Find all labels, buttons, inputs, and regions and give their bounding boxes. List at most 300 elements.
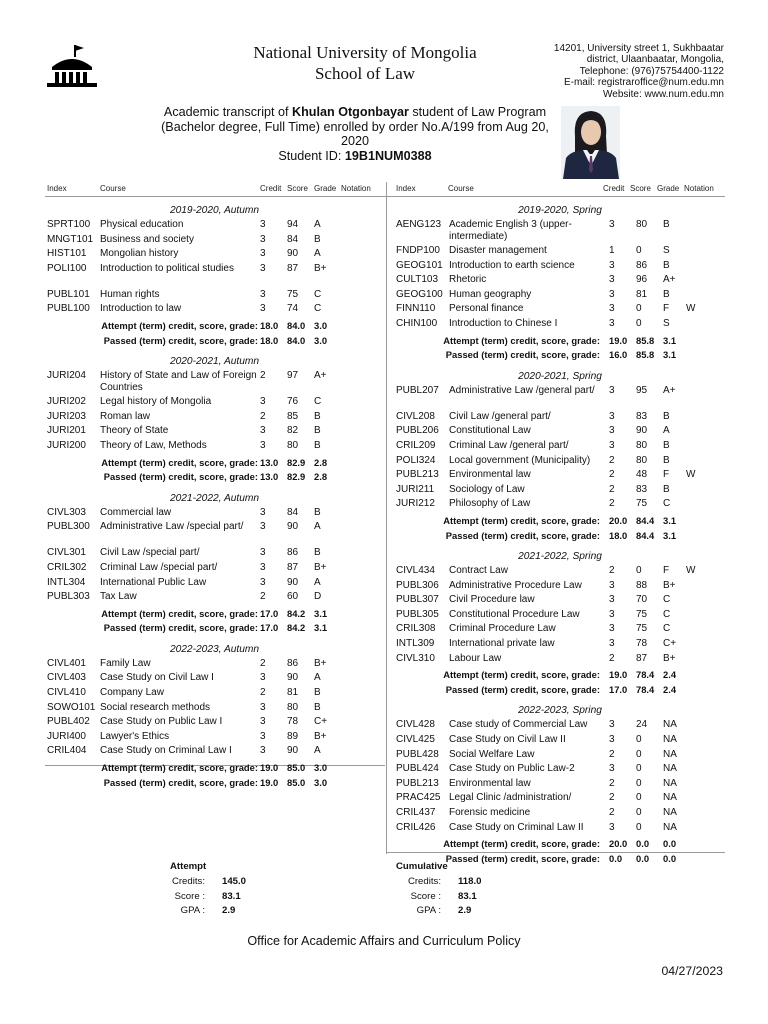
- semester-title: 2019-2020, Autumn: [169, 205, 260, 216]
- course-grade: B+: [663, 652, 676, 664]
- passed-score: 84.4: [636, 529, 655, 541]
- course-score: 86: [636, 259, 648, 271]
- course-credit: 2: [609, 483, 615, 495]
- course-row: [47, 716, 382, 731]
- course-index: PRAC425: [396, 792, 441, 804]
- course-index: CIVL303: [47, 506, 86, 518]
- course-name: Case Study on Civil Law II: [449, 734, 566, 746]
- course-score: 84: [287, 506, 299, 518]
- course-name: Administrative Procedure Law: [449, 579, 582, 591]
- course-row: [47, 547, 382, 562]
- course-credit: 3: [260, 716, 266, 728]
- course-index: INTL309: [396, 638, 435, 650]
- course-row: [47, 591, 382, 606]
- course-index: SPRT100: [47, 219, 91, 230]
- course-grade: B: [314, 439, 321, 451]
- course-credit: 2: [609, 777, 615, 789]
- attempt-title: Attempt: [170, 861, 207, 872]
- course-grade: A: [314, 745, 321, 757]
- course-credit: 3: [260, 425, 266, 437]
- course-name: Social research methods: [100, 701, 211, 713]
- course-row: [396, 303, 724, 318]
- course-credit: 3: [609, 594, 615, 606]
- course-row: [396, 734, 724, 749]
- course-score: 0: [636, 777, 642, 789]
- course-index: CHIN100: [396, 317, 438, 329]
- course-score: 0: [636, 748, 642, 760]
- course-grade: A: [314, 219, 321, 230]
- course-credit: 3: [260, 233, 266, 245]
- course-credit: 3: [609, 425, 615, 437]
- course-row: [47, 440, 382, 455]
- attempt-score: 85.8: [636, 334, 655, 346]
- course-credit: 3: [609, 274, 615, 286]
- course-score: 75: [636, 498, 648, 510]
- attempt-score: 84.0: [287, 319, 306, 331]
- course-index: INTL304: [47, 576, 86, 588]
- course-grade: B+: [314, 561, 327, 573]
- course-grade: C: [663, 498, 671, 510]
- course-credit: 2: [260, 591, 266, 603]
- attempt-score: 84.2: [287, 607, 306, 619]
- course-grade: A: [314, 672, 321, 684]
- left-header-score: Score: [287, 184, 308, 193]
- course-row: [396, 565, 724, 580]
- course-row: [396, 719, 724, 734]
- course-score: 80: [636, 439, 648, 451]
- course-score: 90: [287, 521, 299, 533]
- right-header-index: Index: [396, 184, 416, 193]
- course-row: [396, 289, 724, 304]
- left-header-grade: Grade: [314, 184, 337, 193]
- transcript-date: 04/27/2023: [661, 964, 723, 978]
- course-name: Case study of Commercial Law: [449, 719, 588, 731]
- semester-title: 2020-2021, Autumn: [169, 356, 260, 368]
- attempt-credit: 17.0: [260, 607, 279, 619]
- course-name: Human rights: [100, 288, 160, 300]
- course-grade: B: [314, 233, 321, 245]
- course-name: Roman law: [100, 410, 151, 422]
- course-row: [396, 609, 724, 624]
- course-score: 82: [287, 425, 299, 437]
- course-credit: 3: [609, 579, 615, 591]
- passed-score: 85.0: [287, 776, 306, 788]
- course-row: [47, 263, 382, 289]
- attempt-totals: Attempt Credits: 145.0 Score : 83.1 GPA : 2.9: [170, 861, 247, 917]
- course-name: Social Welfare Law: [449, 748, 535, 760]
- passed-grade: 3.1: [663, 349, 677, 361]
- course-credit: 3: [609, 439, 615, 451]
- attempt-score: 83.1: [222, 890, 241, 902]
- attempt-score: 84.4: [636, 514, 655, 526]
- passed-grade: 3.1: [314, 622, 328, 634]
- course-score: 88: [636, 579, 648, 591]
- passed-summary-label: Passed (term) credit, score, grade:: [445, 529, 600, 541]
- passed-summary-label: Passed (term) credit, score, grade:: [445, 683, 600, 695]
- course-name: Rhetoric: [449, 274, 487, 286]
- course-grade: B: [314, 687, 321, 699]
- course-row: [396, 484, 724, 499]
- course-grade: A: [663, 425, 670, 437]
- course-grade: S: [663, 245, 670, 256]
- course-name: Introduction to law: [100, 303, 182, 315]
- attempt-grade: 2.4: [663, 669, 677, 681]
- course-grade: F: [663, 303, 670, 315]
- course-index: PUBL402: [47, 716, 90, 728]
- course-name: Case Study on Criminal Law I: [100, 745, 232, 757]
- passed-credit: 16.0: [609, 349, 628, 361]
- course-credit: 3: [260, 396, 266, 408]
- passed-score: 84.0: [287, 334, 306, 346]
- course-grade: B+: [314, 262, 327, 274]
- passed-score: 84.2: [287, 622, 306, 634]
- address-block: [470, 43, 724, 100]
- course-index: CULT103: [396, 274, 439, 286]
- passed-score: 78.4: [636, 683, 655, 695]
- course-credit: 3: [260, 576, 266, 588]
- course-grade: NA: [663, 763, 677, 775]
- course-index: GEOG101: [396, 259, 443, 271]
- course-grade: C+: [663, 638, 677, 650]
- attempt-credit: 19.0: [609, 334, 628, 346]
- course-credit: 2: [260, 410, 266, 422]
- course-grade: S: [663, 317, 670, 329]
- passed-grade: 0.0: [663, 852, 677, 864]
- passed-credit: 17.0: [260, 622, 279, 634]
- course-name: Administrative Law /general part/: [449, 384, 595, 396]
- course-credit: 3: [260, 701, 266, 713]
- website: Website: www.num.edu.mn: [603, 88, 724, 100]
- course-name: Physical education: [100, 219, 184, 230]
- course-index: CIVL401: [47, 657, 86, 669]
- course-name: Introduction to earth science: [449, 259, 575, 271]
- passed-credit: 17.0: [609, 683, 628, 695]
- course-name: Criminal Law /general part/: [449, 439, 569, 451]
- course-credit: 3: [609, 219, 615, 230]
- passed-summary-label: Passed (term) credit, score, grade:: [445, 349, 600, 361]
- course-index: PUBL213: [396, 469, 439, 481]
- attempt-summary-label: Attempt (term) credit, score, grade:: [443, 334, 600, 346]
- course-grade: B+: [314, 730, 327, 742]
- course-score: 0: [636, 565, 642, 577]
- course-grade: A+: [663, 274, 676, 286]
- course-index: PUBL300: [47, 521, 90, 533]
- course-index: FNDP100: [396, 245, 440, 256]
- course-name: Legal history of Mongolia: [100, 396, 212, 408]
- course-index: JURI202: [47, 396, 86, 408]
- course-grade: C: [663, 608, 671, 620]
- passed-credit: 0.0: [609, 852, 623, 864]
- course-row: [47, 577, 382, 592]
- course-grade: A+: [663, 384, 676, 396]
- left-header-notation: Notation: [341, 184, 371, 193]
- course-credit: 2: [609, 748, 615, 760]
- course-name: Environmental law: [449, 469, 531, 481]
- course-index: HIST101: [47, 248, 87, 260]
- course-row: [396, 763, 724, 778]
- course-name: Civil Procedure law: [449, 594, 535, 606]
- course-grade: C: [663, 594, 671, 606]
- course-score: 78: [287, 716, 299, 728]
- course-notation: W: [686, 565, 696, 577]
- cumulative-gpa: 2.9: [458, 905, 472, 917]
- course-row: [47, 219, 382, 234]
- course-grade: NA: [663, 748, 677, 760]
- course-index: FINN110: [396, 303, 436, 315]
- attempt-grade: 0.0: [663, 838, 677, 850]
- course-score: 0: [636, 317, 642, 329]
- course-score: 0: [636, 821, 642, 833]
- attempt-summary-row: [396, 667, 724, 682]
- course-row: [396, 638, 724, 653]
- course-name: Legal Clinic /administration/: [449, 792, 572, 804]
- course-name: Theory of State: [100, 425, 169, 437]
- course-row: [396, 455, 724, 470]
- course-row: [47, 303, 382, 318]
- attempt-grade: 3.0: [314, 762, 328, 774]
- course-score: 81: [636, 288, 648, 300]
- cumulative-title: Cumulative: [396, 861, 448, 872]
- course-grade: B: [663, 454, 670, 466]
- course-name: Contract Law: [449, 565, 508, 577]
- course-credit: 3: [260, 262, 266, 274]
- course-index: JURI204: [47, 370, 86, 382]
- course-name: Administrative Law /special part/: [100, 521, 244, 533]
- course-credit: 3: [609, 638, 615, 650]
- course-index: AENG123: [396, 219, 442, 230]
- course-score: 80: [287, 701, 299, 713]
- semester-title: 2020-2021, Spring: [518, 370, 602, 382]
- course-credit: 3: [260, 521, 266, 533]
- course-grade: B: [314, 701, 321, 713]
- course-row: [47, 289, 382, 304]
- course-score: 70: [636, 594, 648, 606]
- course-score: 86: [287, 547, 299, 559]
- course-index: PUBL100: [47, 303, 90, 315]
- course-index: GEOG100: [396, 288, 443, 300]
- course-score: 90: [287, 576, 299, 588]
- course-index: CRIL302: [47, 561, 87, 573]
- course-credit: 3: [609, 623, 615, 635]
- course-score: 80: [636, 219, 648, 230]
- course-name: Case Study on Public Law-2: [449, 763, 575, 775]
- course-credit: 3: [609, 763, 615, 775]
- passed-summary-row: [47, 333, 382, 348]
- attempt-summary-label: Attempt (term) credit, score, grade:: [101, 456, 258, 468]
- passed-summary-row: [396, 347, 724, 362]
- course-score: 0: [636, 303, 642, 315]
- course-score: 90: [636, 425, 648, 437]
- course-index: CIVL434: [396, 565, 435, 577]
- course-index: CRIL426: [396, 821, 436, 833]
- course-credit: 2: [260, 657, 266, 669]
- passed-score: 0.0: [636, 852, 650, 864]
- course-row: [396, 498, 724, 513]
- course-name: History of State and Law of Foreign Countries: [100, 370, 257, 394]
- course-score: 0: [636, 792, 642, 804]
- course-credit: 3: [609, 259, 615, 271]
- course-score: 0: [636, 807, 642, 818]
- passed-summary-label: Passed (term) credit, score, grade:: [103, 776, 258, 788]
- course-row: [396, 318, 724, 333]
- passed-summary-label: Passed (term) credit, score, grade:: [445, 852, 600, 864]
- course-score: 94: [287, 219, 299, 230]
- course-credit: 3: [260, 547, 266, 559]
- course-row: [47, 731, 382, 746]
- course-index: PUBL206: [396, 425, 439, 437]
- course-index: CIVL428: [396, 719, 435, 731]
- office-name: Office for Academic Affairs and Curriculum Policy: [247, 934, 521, 948]
- course-name: Tax Law: [100, 591, 137, 603]
- school-name: School of Law: [314, 64, 416, 83]
- right-header-credit: Credit: [603, 184, 625, 193]
- right-header-grade: Grade: [657, 184, 680, 193]
- course-credit: 3: [260, 561, 266, 573]
- passed-summary-label: Passed (term) credit, score, grade:: [103, 471, 258, 483]
- course-row: [396, 274, 724, 289]
- course-name: Theory of Law, Methods: [100, 439, 207, 451]
- course-credit: 2: [260, 370, 266, 382]
- course-grade: B+: [314, 657, 327, 669]
- university-logo: [44, 43, 100, 89]
- attempt-grade: 2.8: [314, 456, 328, 468]
- course-credit: 3: [609, 734, 615, 746]
- course-grade: C: [663, 623, 671, 635]
- course-index: PUBL306: [396, 579, 439, 591]
- header-rule: [45, 196, 725, 197]
- course-name: Commercial law: [100, 506, 172, 518]
- course-name: Local government (Municipality): [449, 454, 591, 466]
- course-grade: F: [663, 469, 670, 481]
- course-index: SOWO101: [47, 701, 96, 713]
- course-credit: 3: [260, 672, 266, 684]
- right-header-score: Score: [630, 184, 651, 193]
- attempt-score: 82.9: [287, 456, 306, 468]
- course-credit: 3: [609, 317, 615, 329]
- course-score: 96: [636, 274, 648, 286]
- course-score: 74: [287, 303, 299, 315]
- course-name: Forensic medicine: [449, 807, 531, 818]
- course-grade: C: [314, 303, 322, 315]
- course-index: PUBL213: [396, 777, 439, 789]
- course-name: Human geography: [449, 288, 532, 300]
- course-grade: NA: [663, 821, 677, 833]
- attempt-credit: 18.0: [260, 319, 279, 331]
- course-index: PUBL303: [47, 591, 90, 603]
- course-score: 83: [636, 483, 648, 495]
- course-name: Mongolian history: [100, 248, 179, 260]
- course-score: 85: [287, 410, 299, 422]
- passed-summary-row: [47, 775, 382, 790]
- course-score: 90: [287, 745, 299, 757]
- passed-grade: 3.0: [314, 776, 328, 788]
- passed-credit: 13.0: [260, 471, 279, 483]
- course-score: 90: [287, 672, 299, 684]
- course-credit: 3: [609, 719, 615, 731]
- course-row: [47, 396, 382, 411]
- course-grade: B: [314, 410, 321, 422]
- attempt-summary-row: [396, 333, 724, 348]
- passed-grade: 2.8: [314, 471, 328, 483]
- attempt-credit: 19.0: [609, 669, 628, 681]
- course-row: [47, 745, 382, 760]
- course-name: Environmental law: [449, 777, 531, 789]
- course-grade: NA: [663, 777, 677, 789]
- transcript-intro: Academic transcript of Khulan Otgonbayar student of Law Program (Bachelor degree, Full Time) enrolled by order No.A/199 from Aug 20, 2020 Student ID: 19B1NUM0388: [161, 105, 549, 163]
- attempt-credit: 19.0: [260, 762, 279, 774]
- left-header-course: Course: [100, 184, 126, 193]
- course-credit: 3: [609, 384, 615, 396]
- course-row: [47, 425, 382, 440]
- passed-grade: 3.0: [314, 334, 328, 346]
- cumulative-totals: Cumulative Credits: 118.0 Score : 83.1 GPA : 2.9: [396, 861, 482, 917]
- attempt-credit: 20.0: [609, 838, 628, 850]
- left-header-credit: Credit: [260, 184, 282, 193]
- course-score: 75: [636, 608, 648, 620]
- course-name: Labour Law: [449, 652, 502, 664]
- email: E-mail: registraroffice@num.edu.mn: [563, 77, 724, 89]
- course-row: [47, 507, 382, 522]
- course-grade: A+: [314, 370, 327, 382]
- course-credit: 2: [609, 792, 615, 804]
- course-index: PUBL207: [396, 384, 439, 396]
- column-divider: [386, 182, 387, 854]
- course-grade: B: [663, 259, 670, 271]
- course-name: Case Study on Criminal Law II: [449, 821, 584, 833]
- course-score: 75: [636, 623, 648, 635]
- passed-summary-row: [47, 469, 382, 484]
- course-row: [396, 778, 724, 793]
- student-name: Khulan Otgonbayar: [292, 105, 409, 119]
- course-score: 83: [636, 410, 648, 422]
- course-row: [47, 658, 382, 673]
- course-grade: B: [314, 425, 321, 437]
- course-credit: 2: [609, 454, 615, 466]
- course-grade: B: [663, 219, 670, 230]
- course-row: [47, 521, 382, 547]
- course-score: 24: [636, 719, 648, 731]
- course-row: [47, 702, 382, 717]
- course-name: Disaster management: [449, 245, 547, 256]
- course-grade: A: [314, 576, 321, 588]
- course-score: 80: [636, 454, 648, 466]
- course-row: [396, 807, 724, 822]
- course-grade: B: [663, 410, 670, 422]
- course-credit: 3: [609, 410, 615, 422]
- course-index: CIVL301: [47, 547, 86, 559]
- course-credit: 3: [609, 608, 615, 620]
- course-row: [47, 672, 382, 687]
- attempt-summary-row: [47, 318, 382, 333]
- course-grade: B+: [663, 579, 676, 591]
- semester-title: 2022-2023, Autumn: [169, 643, 260, 655]
- course-credit: 3: [609, 288, 615, 300]
- course-name: Case Study on Public Law I: [100, 716, 223, 728]
- course-index: PUBL305: [396, 608, 439, 620]
- course-score: 48: [636, 469, 648, 481]
- passed-credit: 18.0: [260, 334, 279, 346]
- course-name: Lawyer's Ethics: [100, 730, 170, 742]
- course-score: 95: [636, 384, 648, 396]
- course-name: Sociology of Law: [449, 483, 525, 495]
- course-row: [396, 792, 724, 807]
- course-score: 87: [287, 262, 299, 274]
- course-credit: 3: [609, 303, 615, 315]
- passed-credit: 18.0: [609, 529, 628, 541]
- course-score: 0: [636, 763, 642, 775]
- attempt-summary-label: Attempt (term) credit, score, grade:: [443, 514, 600, 526]
- attempt-summary-label: Attempt (term) credit, score, grade:: [443, 838, 600, 850]
